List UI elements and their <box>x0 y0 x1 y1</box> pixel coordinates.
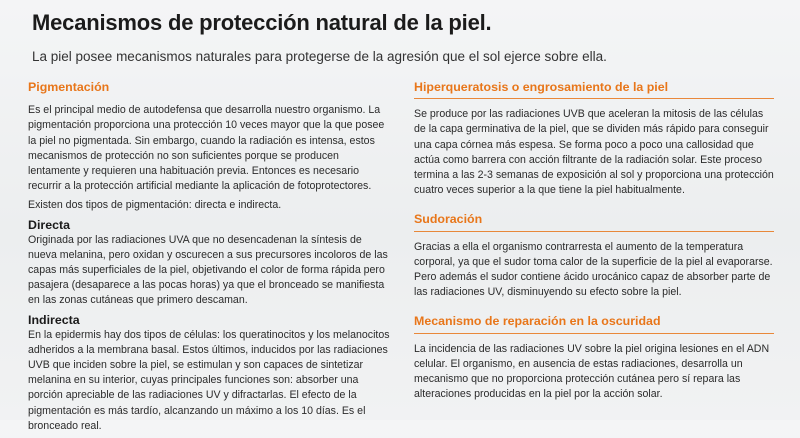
section-heading-hiperqueratosis: Hiperqueratosis o engrosamiento de la piel <box>414 80 669 94</box>
page-subtitle: La piel posee mecanismos naturales para protegerse de la agresión que el sol ejerce sobre ella. <box>32 49 607 64</box>
right-column <box>414 80 774 406</box>
section-heading-reparacion: Mecanismo de reparación en la oscuridad <box>414 314 661 329</box>
reparacion-paragraph: La incidencia de las radiaciones UV sobre la piel origina lesiones en el ADN celular. El organismo, en ausencia de estas radiaciones, desarrolla un mecanismo que no proporciona protección cutánea pero sí repara las alteraciones producidas en la piel por la acción solar. <box>414 342 770 401</box>
section-heading-pigmentacion: Pigmentación <box>28 80 110 94</box>
pigmentacion-types-paragraph: Existen dos tipos de pigmentación: directa e indirecta. <box>28 199 282 212</box>
spacer <box>414 202 774 212</box>
section-divider <box>414 333 774 334</box>
sudoracion-paragraph: Gracias a ella el organismo contrarresta el aumento de la temperatura corporal, ya que el sudor toma calor de la superficie de la piel al evaporarse. Pero además el sudor contiene ácido urocánico capaz de absorber parte de las radiaciones UV, disminuyendo su efecto sobre la piel. <box>414 240 773 299</box>
hiperqueratosis-paragraph: Se produce por las radiaciones UVB que aceleran la mitosis de las células de la capa germinativa de la piel, que se dividen más rápido para conseguir una capa córnea más espesa. Se forma poco a poco una callosidad que actúa como barrera con acción filtrante de la radiación solar. Este proceso termina a las 2-3 semanas de exposición al sol y proporciona una protección cuatro veces superior a la que tiene la piel habitualmente. <box>414 108 774 197</box>
indirecta-paragraph: En la epidermis hay dos tipos de células: los queratinocitos y los melanocitos adheridos a la membrana basal. Estos últimos, inducidos por las radiaciones UVB que inciden sobre la piel, se estimulan y son capaces de sintetizar melanina en su interior, cuyas principales funciones son: absorber una porción apreciable de las radiaciones UV y difractarlas. El efecto de la pigmentación es más tardío, alcanzando un máximo a los 10 días. Es el bronceado real. <box>28 328 390 432</box>
section-divider <box>414 98 774 99</box>
page-title: Mecanismos de protección natural de la piel. <box>32 10 492 35</box>
section-divider <box>414 231 774 232</box>
left-column <box>28 80 390 438</box>
spacer <box>414 304 774 314</box>
pigmentacion-paragraph: Es el principal medio de autodefensa que desarrolla nuestro organismo. La pigmentación proporciona una protección 10 veces mayor que la que posee la piel no pigmentada. Sin embargo, cuando la radiación es intensa, estos mecanismos de protección no son suficientes porque se producen lentamente y requieren una habituación previa. Entonces es necesario recurrir a la protección artificial mediante la aplicación de fotoprotectores. <box>28 104 385 193</box>
section-heading-directa: Directa <box>28 217 71 232</box>
section-heading-indirecta: Indirecta <box>28 312 80 327</box>
directa-paragraph: Originada por las radiaciones UVA que no desencadenan la síntesis de nueva melanina, pero oxidan y oscurecen a sus precursores incoloros de las capas más superficiales de la piel, objetivando el color de forma rápida pero pasajera (desaparece a las pocas horas) ya que el bronceado se manifiesta en las zonas cutáneas que primero descaman. <box>28 233 388 307</box>
section-heading-sudoracion: Sudoración <box>414 212 483 227</box>
